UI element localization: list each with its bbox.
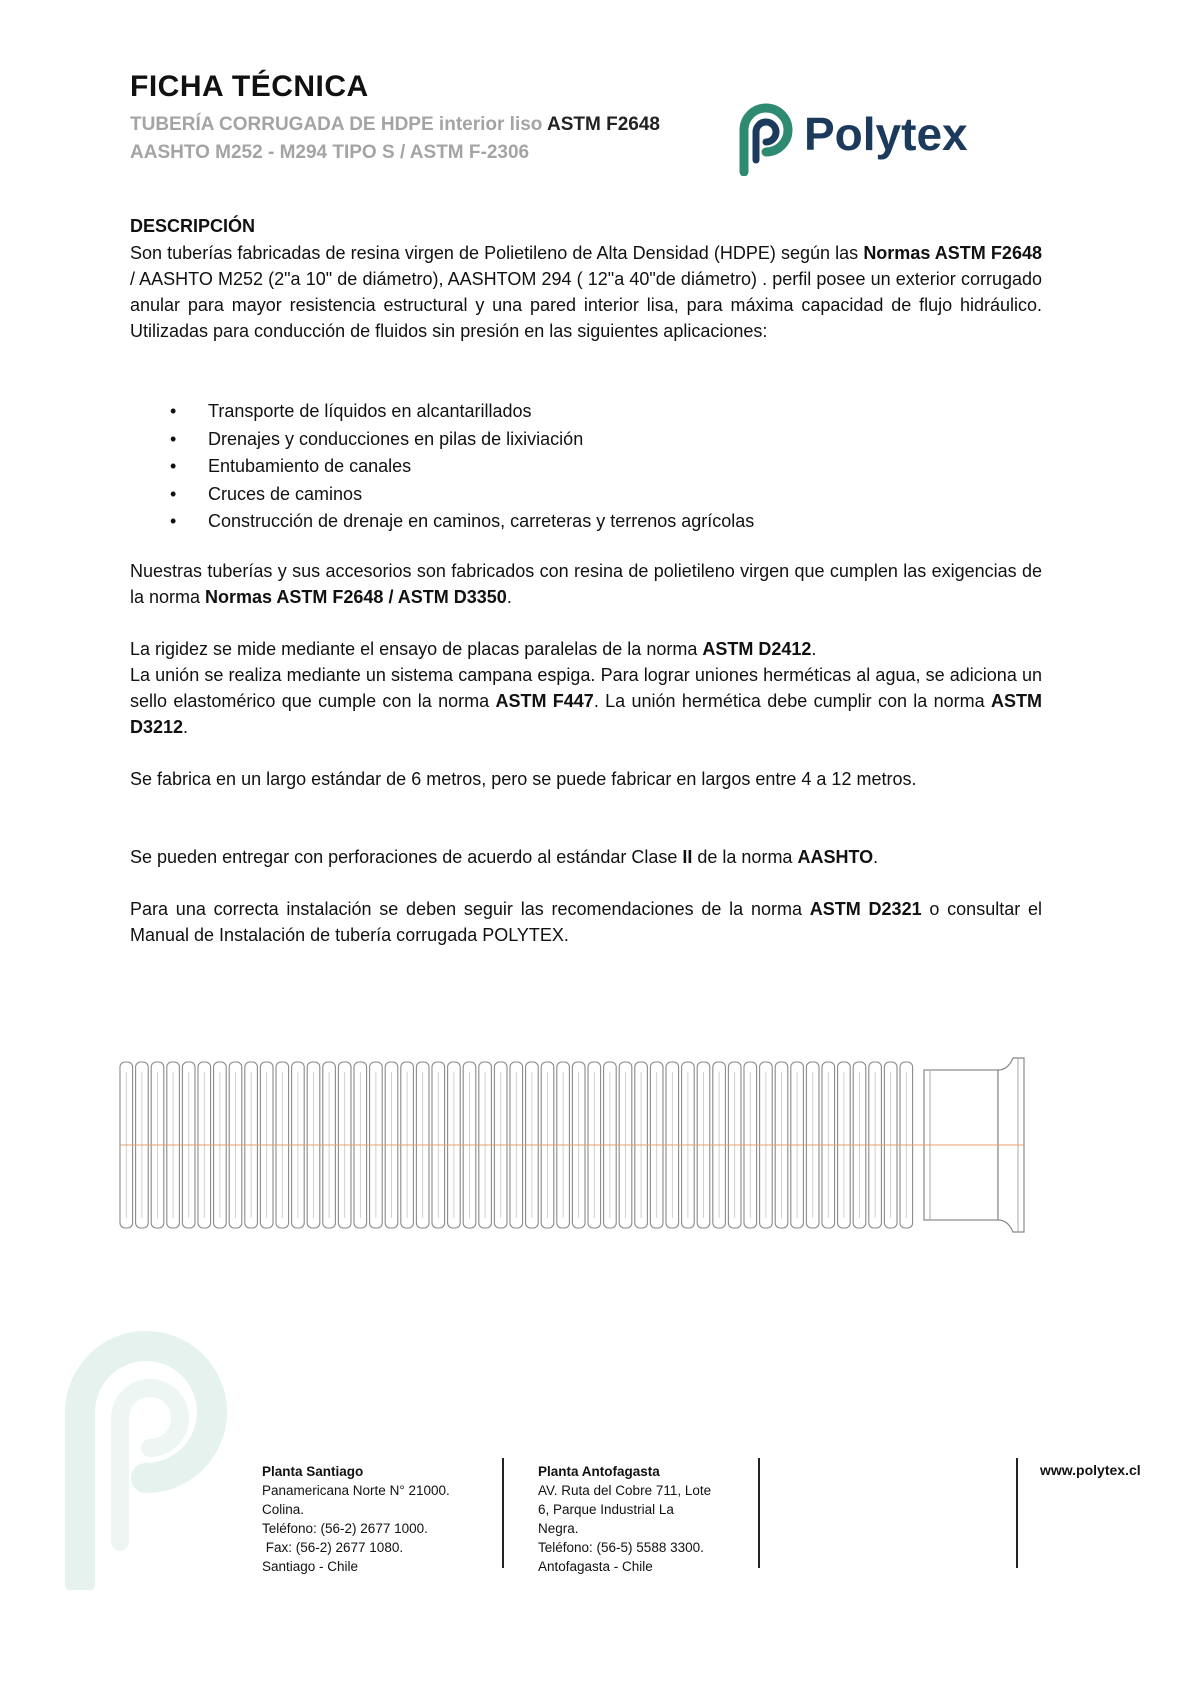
p2-text-c: . bbox=[506, 587, 512, 607]
description-heading: DESCRIPCIÓN bbox=[130, 216, 256, 236]
p6-text-c: o consultar el Manual de Instalación de tubería corrugada POLYTEX. bbox=[130, 899, 1043, 945]
footer-santiago bbox=[262, 1462, 492, 1576]
p6-standard: ASTM D2321 bbox=[809, 899, 922, 919]
footer-antofagasta-line: AV. Ruta del Cobre 711, Lote bbox=[538, 1483, 712, 1498]
p2-standard: Normas ASTM F2648 / ASTM D3350 bbox=[205, 587, 507, 607]
p1-text-a: Son tuberías fabricadas de resina virgen de Polietileno de Alta Densidad (HDPE) según las bbox=[130, 243, 864, 263]
p5-text-e: . bbox=[873, 847, 879, 867]
list-item: • Cruces de caminos bbox=[130, 481, 754, 509]
subtitle-product: TUBERÍA CORRUGADA DE HDPE interior liso bbox=[130, 114, 547, 135]
description-paragraph-6 bbox=[130, 896, 1042, 948]
p5-standard: AASHTO bbox=[797, 847, 874, 867]
p3-text-d: La unión se realiza mediante un sistema campana espiga. Para lograr uniones herméticas al agua, se adiciona un sello elastomérico que cumple con la norma bbox=[130, 665, 1042, 711]
p3-text-c: . bbox=[811, 639, 817, 659]
subtitle-line-2: AASHTO M252 - M294 TIPO S / ASTM F-2306 bbox=[130, 142, 530, 163]
footer-santiago-line: Santiago - Chile bbox=[262, 1559, 359, 1574]
polytex-watermark-icon bbox=[50, 1320, 240, 1590]
footer-antofagasta-line: Negra. bbox=[538, 1521, 579, 1536]
description-paragraph-1 bbox=[130, 240, 1042, 344]
subtitle-standard: ASTM F2648 bbox=[546, 114, 660, 135]
description-paragraph-3 bbox=[130, 636, 1042, 740]
p3-standard-3: ASTM D3212 bbox=[130, 691, 1042, 737]
p1-standard: Normas ASTM F2648 bbox=[863, 243, 1042, 263]
footer-antofagasta-line: Antofagasta - Chile bbox=[538, 1559, 653, 1574]
p3-standard-2: ASTM F447 bbox=[495, 691, 594, 711]
subtitle-line-1 bbox=[130, 114, 660, 136]
footer-santiago-line: Teléfono: (56-2) 2677 1000. bbox=[262, 1521, 428, 1536]
p3-text-h: . bbox=[183, 717, 189, 737]
corrugated-pipe-drawing bbox=[118, 1050, 1028, 1240]
p2-text-a: Nuestras tuberías y sus accesorios son fabricados con resina de polietileno virgen que cumplen las exigencias de la norma bbox=[130, 561, 1042, 607]
p5-text-a: Se pueden entregar con perforaciones de acuerdo al estándar Clase bbox=[130, 847, 683, 867]
description-paragraph-4: Se fabrica en un largo estándar de 6 metros, pero se puede fabricar en largos entre 4 a 12 metros. bbox=[130, 769, 917, 789]
footer-santiago-line: Colina. bbox=[262, 1502, 305, 1517]
footer-santiago-line: Fax: (56-2) 2677 1080. bbox=[262, 1540, 404, 1555]
p3-standard-1: ASTM D2412 bbox=[702, 639, 812, 659]
p5-class: II bbox=[682, 847, 693, 867]
footer-divider bbox=[758, 1458, 760, 1568]
website-link[interactable]: www.polytex.cl bbox=[1040, 1462, 1141, 1478]
footer-antofagasta bbox=[538, 1462, 748, 1576]
list-item: • Transporte de líquidos en alcantarillados bbox=[130, 398, 754, 426]
list-item: • Entubamiento de canales bbox=[130, 453, 754, 481]
description-paragraph-5 bbox=[130, 844, 1042, 870]
p3-text-f: . La unión hermética debe cumplir con la norma bbox=[593, 691, 991, 711]
p3-text-a: La rigidez se mide mediante el ensayo de placas paralelas de la norma bbox=[130, 639, 703, 659]
footer-antofagasta-line: 6, Parque Industrial La bbox=[538, 1502, 674, 1517]
p5-text-c: de la norma bbox=[692, 847, 798, 867]
p1-text-c: / AASHTO M252 (2"a 10" de diámetro), AASHTOM 294 ( 12"a 40"de diámetro) . perfil posee un exterior corrugado anular para mayor resistencia estructural y una pared interior lisa, para máxima capacidad de flujo hidráulico. Utilizadas para conducción de fluidos sin presión en las siguientes aplicaciones: bbox=[130, 269, 1042, 341]
footer-divider bbox=[1016, 1458, 1018, 1568]
footer-antofagasta-heading: Planta Antofagasta bbox=[538, 1464, 660, 1479]
applications-list bbox=[130, 398, 754, 536]
list-item: • Drenajes y conducciones en pilas de lixiviación bbox=[130, 426, 754, 454]
footer-antofagasta-line: Teléfono: (56-5) 5588 3300. bbox=[538, 1540, 704, 1555]
footer-santiago-line: Panamericana Norte N° 21000. bbox=[262, 1483, 450, 1498]
polytex-logo-icon bbox=[744, 108, 788, 172]
document-title: FICHA TÉCNICA bbox=[130, 70, 369, 103]
polytex-logo-text: Polytex bbox=[804, 108, 968, 160]
list-item: • Construcción de drenaje en caminos, carreteras y terrenos agrícolas bbox=[130, 508, 754, 536]
description-paragraph-2 bbox=[130, 558, 1042, 610]
footer-santiago-heading: Planta Santiago bbox=[262, 1464, 364, 1479]
polytex-logo bbox=[732, 96, 1022, 176]
footer-divider bbox=[502, 1458, 504, 1568]
p6-text-a: Para una correcta instalación se deben seguir las recomendaciones de la norma bbox=[130, 899, 810, 919]
